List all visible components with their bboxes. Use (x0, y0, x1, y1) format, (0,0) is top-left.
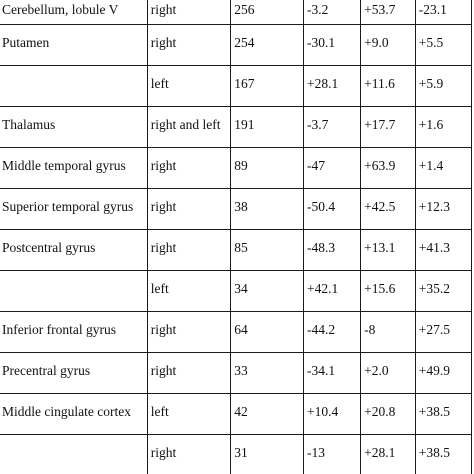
x-coordinate-cell: -13 (304, 435, 361, 474)
cluster-size-cell: 34 (231, 271, 304, 312)
cluster-size-cell: 42 (231, 394, 304, 435)
region-cell: Inferior frontal gyrus (0, 312, 147, 353)
table-row (0, 435, 472, 474)
cluster-size-cell: 167 (231, 66, 304, 107)
x-coordinate-cell: -48.3 (304, 230, 361, 271)
z-coordinate-cell: +5.9 (415, 66, 471, 107)
y-coordinate-cell: +20.8 (361, 394, 416, 435)
x-coordinate-cell: +10.4 (304, 394, 361, 435)
table-row (0, 312, 472, 353)
table-row (0, 189, 472, 230)
table-row (0, 271, 472, 312)
cluster-size-cell: 33 (231, 353, 304, 394)
y-coordinate-cell: +63.9 (361, 148, 416, 189)
table-row (0, 66, 472, 107)
y-coordinate-cell: +28.1 (361, 435, 416, 474)
hemisphere-cell: left (147, 66, 230, 107)
z-coordinate-cell: +49.9 (415, 353, 471, 394)
x-coordinate-cell: -34.1 (304, 353, 361, 394)
x-coordinate-cell: -44.2 (304, 312, 361, 353)
x-coordinate-cell: +42.1 (304, 271, 361, 312)
z-coordinate-cell: -23.1 (415, 0, 471, 25)
region-cell: Precentral gyrus (0, 353, 147, 394)
hemisphere-cell: left (147, 394, 230, 435)
hemisphere-cell: right (147, 353, 230, 394)
z-coordinate-cell: +38.5 (415, 435, 471, 474)
table-row (0, 353, 472, 394)
z-coordinate-cell: +41.3 (415, 230, 471, 271)
y-coordinate-cell: +15.6 (361, 271, 416, 312)
y-coordinate-cell: +13.1 (361, 230, 416, 271)
z-coordinate-cell: +38.5 (415, 394, 471, 435)
z-coordinate-cell: +12.3 (415, 189, 471, 230)
region-cell (0, 435, 147, 474)
table-row (0, 394, 472, 435)
y-coordinate-cell: +53.7 (361, 0, 416, 25)
table-row (0, 107, 472, 148)
x-coordinate-cell: +28.1 (304, 66, 361, 107)
z-coordinate-cell: +1.4 (415, 148, 471, 189)
hemisphere-cell: right (147, 189, 230, 230)
hemisphere-cell: right (147, 230, 230, 271)
y-coordinate-cell: +11.6 (361, 66, 416, 107)
cluster-size-cell: 191 (231, 107, 304, 148)
region-cell: Putamen (0, 25, 147, 66)
z-coordinate-cell: +27.5 (415, 312, 471, 353)
x-coordinate-cell: -47 (304, 148, 361, 189)
cluster-size-cell: 31 (231, 435, 304, 474)
table-row (0, 230, 472, 271)
table-row (0, 148, 472, 189)
hemisphere-cell: right and left (147, 107, 230, 148)
hemisphere-cell: right (147, 0, 230, 25)
hemisphere-cell: left (147, 271, 230, 312)
x-coordinate-cell: -3.7 (304, 107, 361, 148)
cluster-size-cell: 256 (231, 0, 304, 25)
z-coordinate-cell: +35.2 (415, 271, 471, 312)
cluster-size-cell: 64 (231, 312, 304, 353)
y-coordinate-cell: +2.0 (361, 353, 416, 394)
region-cell: Postcentral gyrus (0, 230, 147, 271)
cluster-size-cell: 89 (231, 148, 304, 189)
z-coordinate-cell: +1.6 (415, 107, 471, 148)
table-row (0, 25, 472, 66)
table-row (0, 0, 472, 25)
region-cell: Superior temporal gyrus (0, 189, 147, 230)
x-coordinate-cell: -3.2 (304, 0, 361, 25)
y-coordinate-cell: -8 (361, 312, 416, 353)
region-cell: Cerebellum, lobule V (0, 0, 147, 25)
z-coordinate-cell: +5.5 (415, 25, 471, 66)
x-coordinate-cell: -30.1 (304, 25, 361, 66)
region-cell (0, 271, 147, 312)
cluster-size-cell: 254 (231, 25, 304, 66)
y-coordinate-cell: +42.5 (361, 189, 416, 230)
hemisphere-cell: right (147, 25, 230, 66)
region-cell (0, 66, 147, 107)
region-cell: Thalamus (0, 107, 147, 148)
cluster-size-cell: 38 (231, 189, 304, 230)
region-cell: Middle cingulate cortex (0, 394, 147, 435)
hemisphere-cell: right (147, 148, 230, 189)
x-coordinate-cell: -50.4 (304, 189, 361, 230)
y-coordinate-cell: +17.7 (361, 107, 416, 148)
hemisphere-cell: right (147, 435, 230, 474)
cluster-size-cell: 85 (231, 230, 304, 271)
y-coordinate-cell: +9.0 (361, 25, 416, 66)
hemisphere-cell: right (147, 312, 230, 353)
region-cell: Middle temporal gyrus (0, 148, 147, 189)
